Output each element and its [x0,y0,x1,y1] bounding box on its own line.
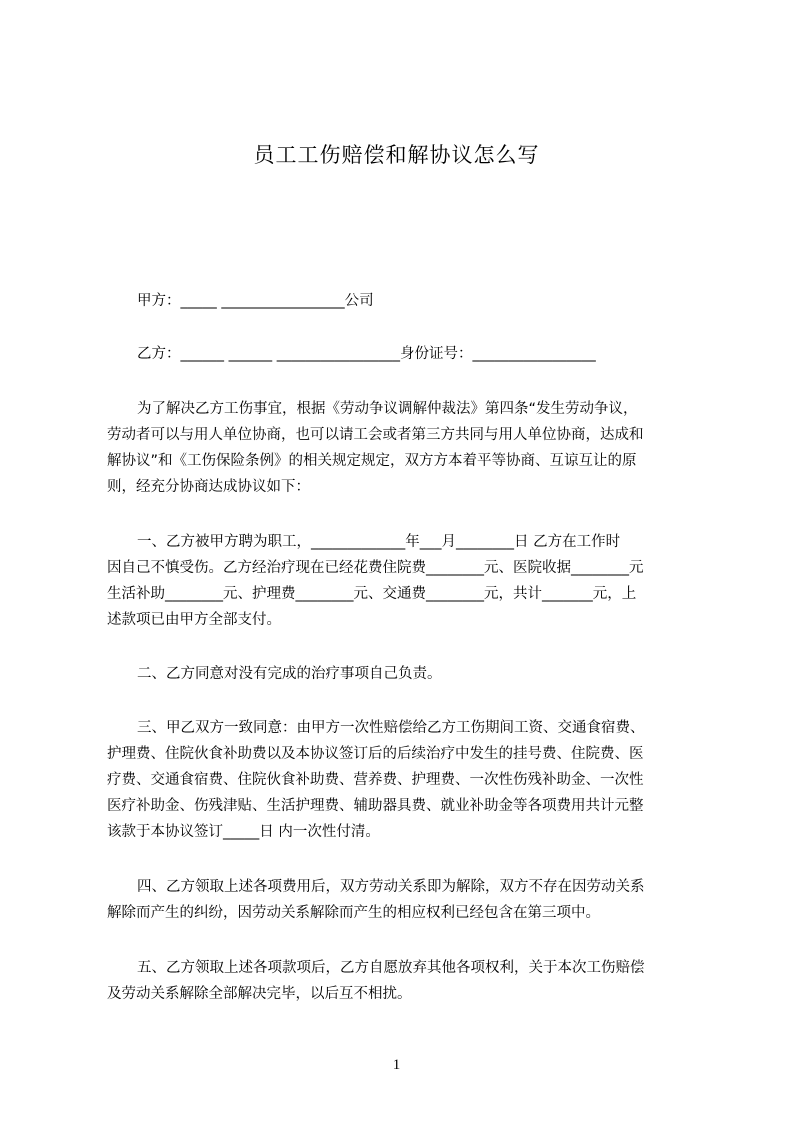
intro-line-1: 为了解决乙方工伤事宜，根据《劳动争议调解仲裁法》第四条“发生劳动争议， [137,401,638,417]
clause-3-line-4: 医疗补助金、伤残津贴、生活护理费、辅助器具费、就业补助金等各项费用共计元整 [107,798,644,814]
clause-1-line-2: 因自己不慎受伤。乙方经治疗现在已经花费住院费________元、医院收据________元 [107,560,644,576]
clause-1-line-3: 生活补助________元、护理费________元、交通费________元，共计_______元，上 [107,586,637,602]
clause-3-line-5: 该款于本协议签订_____日 内一次性付清。 [107,824,380,840]
clause-5-line-1: 五、乙方领取上述各项款项后，乙方自愿放弃其他各项权利，关于本次工伤赔偿 [137,960,645,976]
clause-1-line-1: 一、乙方被甲方聘为职工，_____________年___月________日 乙方在工作时 [137,534,621,550]
party-b-line: 乙方：______ ______ _________________身份证号：_________________ [137,346,596,362]
intro-line-3: 解协议”和《工伤保险条例》的相关规定规定，双方方本着平等协商、互谅互让的原 [107,453,637,469]
clause-4-line-2: 解除而产生的纠纷，因劳动关系解除而产生的相应权利已经包含在第三项中。 [107,905,600,921]
page-number: 1 [392,1057,401,1073]
clause-3-line-3: 疗费、交通食宿费、住院伙食补助费、营养费、护理费、一次性伤残补助金、一次性 [107,772,644,788]
clause-1-line-4: 述款项已由甲方全部支付。 [107,612,281,628]
intro-line-4: 则，经充分协商达成协议如下： [107,479,310,495]
party-a-line: 甲方：_____ _________________公司 [137,293,374,309]
intro-line-2: 劳动者可以与用人单位协商，也可以请工会或者第三方共同与用人单位协商，达成和 [107,427,644,443]
clause-3-line-2: 护理费、住院伙食补助费以及本协议签订后的后续治疗中发生的挂号费、住院费、医 [107,746,644,762]
page-title: 员工工伤赔偿和解协议怎么写 [253,143,540,167]
clause-3-line-1: 三、甲乙双方一致同意：由甲方一次性赔偿给乙方工伤期间工资、交通食宿费、 [137,720,645,736]
clause-4-line-1: 四、乙方领取上述各项费用后，双方劳动关系即为解除，双方不存在因劳动关系 [137,879,645,895]
clause-2-line-1: 二、乙方同意对没有完成的治疗事项自己负责。 [137,666,442,682]
clause-5-line-2: 及劳动关系解除全部解决完毕，以后互不相扰。 [107,986,412,1002]
